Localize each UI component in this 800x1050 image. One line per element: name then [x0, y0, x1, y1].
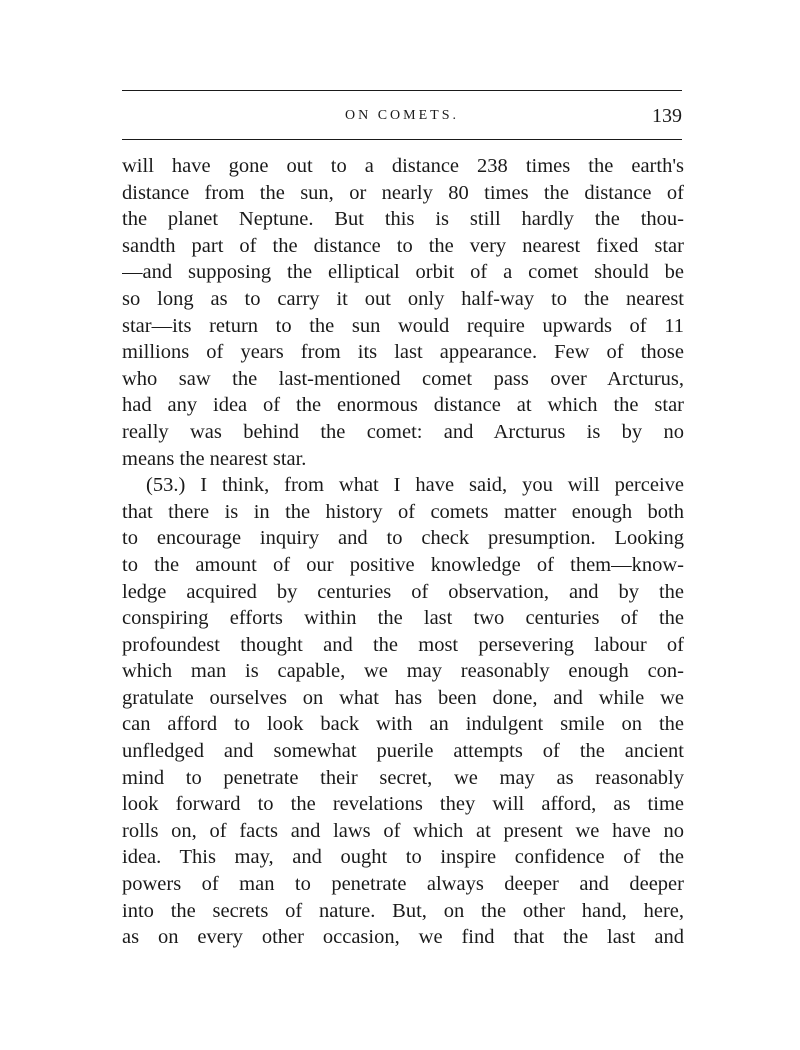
- text-line: as on every other occasion, we find that the last and: [122, 926, 684, 949]
- text-line: —and supposing the elliptical orbit of a comet should be: [122, 261, 684, 284]
- header-rule-top: [122, 90, 682, 91]
- text-line: means the nearest star.: [122, 447, 307, 470]
- text-line: which man is capable, we may reasonably enough con-: [122, 660, 684, 683]
- text-line: look forward to the revelations they will afford, as time: [122, 793, 684, 816]
- running-title: ON COMETS.: [344, 108, 459, 123]
- text-line: really was behind the comet: and Arcturus is by no: [122, 420, 684, 443]
- text-line: mind to penetrate their secret, we may as reasonably: [122, 766, 684, 789]
- text-line: can afford to look back with an indulgent smile on the: [122, 713, 684, 736]
- text-line: powers of man to penetrate always deeper and deeper: [122, 873, 684, 896]
- body-text: [122, 153, 684, 951]
- text-line: ledge acquired by centuries of observation, and by the: [122, 580, 684, 603]
- text-line: star—its return to the sun would require upwards of 11: [122, 314, 684, 337]
- page-number: 139: [652, 105, 682, 127]
- text-line: the planet Neptune. But this is still hardly the thou-: [122, 208, 684, 231]
- text-line: into the secrets of nature. But, on the other hand, here,: [122, 899, 684, 922]
- text-line: will have gone out to a distance 238 times the earth's: [122, 155, 684, 177]
- text-line: so long as to carry it out only half-way to the nearest: [122, 287, 684, 310]
- text-line: sandth part of the distance to the very nearest fixed star: [122, 234, 684, 257]
- text-line: to encourage inquiry and to check presumption. Looking: [122, 527, 684, 550]
- text-line: that there is in the history of comets matter enough both: [122, 500, 684, 523]
- text-line: rolls on, of facts and laws of which at present we have no: [122, 819, 684, 842]
- text-line: idea. This may, and ought to inspire confidence of the: [122, 846, 684, 869]
- text-line: had any idea of the enormous distance at which the star: [122, 394, 684, 417]
- text-line: conspiring efforts within the last two centuries of the: [122, 607, 684, 630]
- text-line: distance from the sun, or nearly 80 times the distance of: [122, 181, 684, 204]
- text-line: to the amount of our positive knowledge of them—know-: [122, 553, 684, 576]
- running-head: [122, 103, 682, 129]
- text-line: millions of years from its last appearance. Few of those: [122, 341, 684, 364]
- text-line: gratulate ourselves on what has been done, and while we: [122, 686, 684, 709]
- header-rule-bottom: [122, 139, 682, 140]
- text-line: unfledged and somewhat puerile attempts of the ancient: [122, 740, 684, 763]
- text-line: profoundest thought and the most persevering labour of: [122, 633, 684, 656]
- paragraph-start-line: (53.) I think, from what I have said, you will perceive: [146, 474, 684, 497]
- text-line: who saw the last-mentioned comet pass over Arcturus,: [122, 367, 684, 390]
